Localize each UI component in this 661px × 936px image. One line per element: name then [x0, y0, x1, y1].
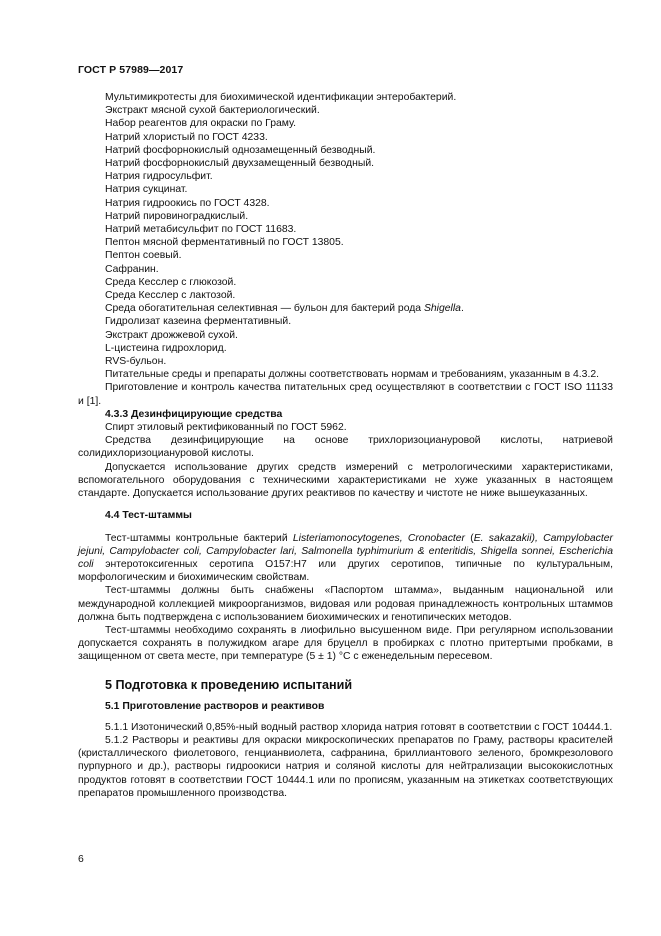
paragraph: Средства дезинфицирующие на основе трихлоризоциануровой кислоты, натриевой солидихлоризоциануровой кислоты.: [78, 435, 613, 460]
list-item: Экстракт дрожжевой сухой.: [105, 329, 238, 341]
paragraph: Спирт этиловый ректификованный по ГОСТ 5962.: [105, 422, 347, 434]
list-item: Натрия гидросульфит.: [105, 171, 213, 183]
paragraph: 5.1.2 Растворы и реактивы для окраски микроскопических препаратов по Граму, растворы красителей (кристаллического фиолетового, генцианвиолета, сафранина, бриллиантового зеленого, бромкрезолового пурпурного и др.), растворы гидроокиси натрия и соляной кислоты для нейтрализации высококислотных продуктов готовят в соответствии ГОСТ 10444.1 или по прописям, указанным на этикетках соответствующих препаратов промышленного производства.: [78, 734, 613, 799]
section-5-1-heading: 5.1 Приготовление растворов и реактивов: [105, 700, 325, 712]
list-item: Среда Кесслер с лактозой.: [105, 290, 236, 302]
list-item: Натрий фосфорнокислый двухзамещенный безводный.: [105, 158, 375, 170]
paragraph: Тест-штаммы должны быть снабжены «Паспортом штамма», выданным национальной или международной коллекцией микроорганизмов, видовая или родовая принадлежность контрольных штаммов должна быть подтверждена с использованием биохимических и генотипических методов.: [78, 585, 613, 623]
text: (: [465, 532, 474, 544]
list-item: Экстракт мясной сухой бактериологический.: [105, 105, 320, 117]
list-item: Среда Кесслер с глюкозой.: [105, 276, 237, 288]
reagents-list: [78, 91, 613, 368]
list-item: L-цистеина гидрохлорид.: [105, 342, 227, 354]
text: энтеротоксигенных серотипа O157:H7 или других серотипов, типичные по культуральным, морфологическим и биохимическим свойствам.: [78, 558, 613, 584]
section-4-3-3-heading: 4.3.3 Дезинфицирующие средства: [105, 408, 283, 420]
list-item: Натрий метабисульфит по ГОСТ 11683.: [105, 224, 297, 236]
list-item: Натрия гидроокись по ГОСТ 4328.: [105, 197, 270, 209]
list-item: Натрия сукцинат.: [105, 184, 188, 196]
text: .: [460, 303, 464, 315]
document-code-header: ГОСТ Р 57989—2017: [78, 64, 184, 76]
italic-term: E. sakazakii),: [473, 532, 538, 544]
italic-term: Shigella: [423, 303, 461, 315]
section-5-heading: 5 Подготовка к проведению испытаний: [105, 677, 353, 692]
paragraph: Допускается использование других средств измерений с метрологическими характеристиками, вспомогательного оборудования с техническими характеристиками не хуже указанных в настоящем стандарте. Допускается использование других реактивов по качеству и чистоте не ниже вышеуказанных.: [78, 461, 613, 500]
italic-term: Campylobacter jejuni, Campylobacter coli, Campylobacter lari, Salmonella typhimurium & enteritidis, Shigella sonnei, Escherichia coli: [78, 532, 613, 570]
italic-term: Listeriamonocytogenes, Cronobacter: [292, 532, 466, 544]
text: Среда обогатительная селективная — бульон для бактерий рода: [105, 303, 424, 315]
list-item: Натрий фосфорнокислый однозамещенный безводный.: [105, 144, 376, 156]
page-number: 6: [78, 854, 84, 865]
list-item: Натрий хлористый по ГОСТ 4233.: [105, 131, 268, 143]
page-body: [78, 91, 613, 800]
paragraph: Тест-штаммы необходимо сохранять в лиофильно высушенном виде. При регулярном использовании допускается сохранять в полужидком агаре для бруцелл в пробирках с плотно притертыми пробками, в защищенном от света месте, при температуре (5 ± 1) °С с еженедельным пересевом.: [78, 624, 613, 663]
list-item: Пептон соевый.: [105, 250, 182, 262]
paragraph: 5.1.1 Изотонический 0,85%-ный водный раствор хлорида натрия готовят в соответствии с ГОСТ 10444.1.: [105, 721, 613, 733]
paragraph-test-strains: [78, 532, 613, 585]
list-item: RVS-бульон.: [105, 356, 167, 368]
list-item: Пептон мясной ферментативный по ГОСТ 13805.: [105, 237, 344, 249]
list-item: Сафранин.: [105, 263, 159, 275]
list-item: Гидролизат казеина ферментативный.: [105, 316, 292, 328]
section-4-4-heading: 4.4 Тест-штаммы: [105, 510, 192, 522]
list-item: Набор реагентов для окраски по Граму.: [105, 118, 297, 130]
paragraph-media-norms: Питательные среды и препараты должны соответствовать нормам и требованиям, указанным в 4.3.2.: [105, 369, 599, 381]
paragraph-media-prep: Приготовление и контроль качества питательных сред осуществляют в соответствии с ГОСТ ISO 11133 и [1].: [78, 382, 613, 407]
list-item: Натрий пировиноградкислый.: [105, 210, 249, 222]
text: Тест-штаммы контрольные бактерий: [105, 532, 293, 544]
list-item-shigella: [105, 302, 613, 315]
list-item: Мультимикротесты для биохимической идентификации энтеробактерий.: [105, 92, 457, 103]
